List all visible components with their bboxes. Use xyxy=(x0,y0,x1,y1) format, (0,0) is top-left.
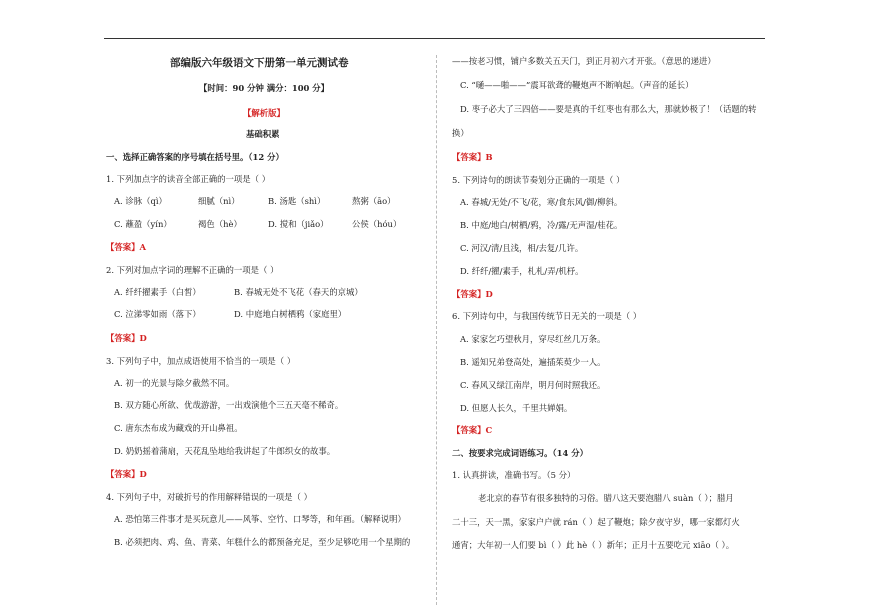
doc-title: 部编版六年级语文下册第一单元测试卷 xyxy=(170,57,349,69)
q2-option-c: C. 泣涕零如雨（落下） xyxy=(114,309,201,319)
q2-answer: 【答案】D xyxy=(106,333,147,343)
q4-option-b-continued: ——按老习惯，铺户多数关五天门，到正月初六才开张。（意思的递进） xyxy=(452,56,716,66)
q6-option-d: D. 但愿人长久，千里共婵娟。 xyxy=(460,403,573,413)
q7-passage-line-3: 通宵；大年初一人们要 bì（ ）此 hè（ ）新年；正月十五要吃元 xiāo（ ）。 xyxy=(452,540,735,550)
section-1-heading: 一、选择正确答案的序号填在括号里。（12 分） xyxy=(106,152,284,162)
q5-option-d: D. 纤纤/擢/素手，札札/弄/机杼。 xyxy=(460,266,584,276)
q2-option-a: A. 纤纤擢素手（白皙） xyxy=(114,287,201,297)
edition-label: 【解析版】 xyxy=(243,108,285,118)
exam-meta: 【时间：90 分钟 满分：100 分】 xyxy=(199,83,330,93)
q5-option-a: A. 春城/无处/不飞/花，寒/食东风/御/柳斜。 xyxy=(460,197,623,207)
q3-option-d: D. 奶奶摇着蒲扇，天花乱坠地给我讲起了牛郎织女的故事。 xyxy=(114,446,336,456)
q2-option-b: B. 春城无处不飞花（春天的京城） xyxy=(234,287,363,297)
q7-passage-line-1: 老北京的春节有很多独特的习俗。腊八这天要泡腊八 suàn（ ）；腊月 xyxy=(478,493,734,503)
q3-stem: 3. 下列句子中，加点成语使用不恰当的一项是（ ） xyxy=(106,356,296,366)
q1-option-d2: 公侯（hóu） xyxy=(352,219,402,229)
q4-option-d-continued: 换） xyxy=(452,128,469,138)
q1-option-d: D. 搅和（jiǎo） xyxy=(268,219,329,229)
q2-stem: 2. 下列对加点字词的理解不正确的一项是（ ） xyxy=(106,265,279,275)
q1-option-a2: 细腻（nì） xyxy=(198,196,240,206)
q4-option-a: A. 恐怕第三件事才是买玩意儿——风筝、空竹、口琴等，和年画。（解释说明） xyxy=(114,514,406,524)
header-rule xyxy=(104,38,765,39)
q1-option-b: B. 汤匙（shì） xyxy=(268,196,326,206)
q6-option-b: B. 遥知兄弟登高处，遍插茱萸少一人。 xyxy=(460,357,606,367)
q1-option-c: C. 蘸盈（yín） xyxy=(114,219,172,229)
q2-option-d: D. 中庭地白树栖鸦（家庭里） xyxy=(234,309,347,319)
q7-stem: 1. 认真拼读，准确书写。（5 分） xyxy=(452,470,576,480)
q1-option-a1: A. 诊脉（qì） xyxy=(114,196,167,206)
q3-option-a: A. 初一的光景与除夕截然不同。 xyxy=(114,378,235,388)
q7-passage-line-2: 二十三，天一黑，家家户户就 rán（ ）起了鞭炮；除夕夜守岁，哪一家都灯火 xyxy=(452,517,740,527)
q4-option-c: C. “嗵——啪——”震耳欲聋的鞭炮声不断响起。（声音的延长） xyxy=(460,80,694,90)
q6-answer: 【答案】C xyxy=(452,425,493,435)
q4-option-b: B. 必须把肉、鸡、鱼、青菜、年糕什么的都预备充足，至少足够吃用一个星期的 xyxy=(114,537,411,547)
q5-option-b: B. 中庭/地白/树栖/鸦，冷/露/无声湿/桂花。 xyxy=(460,220,623,230)
q6-option-a: A. 家家乞巧望秋月，穿尽红丝几万条。 xyxy=(460,334,606,344)
q4-answer: 【答案】B xyxy=(452,152,493,162)
q3-option-c: C. 唐东杰布成为藏戏的开山鼻祖。 xyxy=(114,423,243,433)
q6-stem: 6. 下列诗句中，与我国传统节日无关的一项是（ ） xyxy=(452,311,642,321)
column-divider xyxy=(436,55,437,605)
q4-stem: 4. 下列句子中，对破折号的作用解释错误的一项是（ ） xyxy=(106,492,312,502)
part-heading: 基础积累 xyxy=(246,129,280,139)
q1-answer: 【答案】A xyxy=(106,242,146,252)
q5-stem: 5. 下列诗句的朗读节奏划分正确的一项是（ ） xyxy=(452,175,625,185)
q5-option-c: C. 河汉/清/且浅，相/去复/几许。 xyxy=(460,243,584,253)
q1-option-c2: 褐色（hè） xyxy=(198,219,242,229)
section-2-heading: 二、按要求完成词语练习。（14 分） xyxy=(452,448,588,458)
q3-answer: 【答案】D xyxy=(106,469,147,479)
q4-option-d: D. 枣子必大了三四倍——要是真的千红枣也有那么大，那就妙极了！（话题的转 xyxy=(460,104,757,114)
q1-stem: 1. 下列加点字的读音全部正确的一项是（ ） xyxy=(106,174,271,184)
q3-option-b: B. 双方随心所欲、优哉游游，一出戏演他个三五天毫不稀奇。 xyxy=(114,400,344,410)
q1-option-b2: 熬粥（āo） xyxy=(352,196,396,206)
q6-option-c: C. 春风又绿江南岸，明月何时照我还。 xyxy=(460,380,606,390)
q5-answer: 【答案】D xyxy=(452,289,493,299)
